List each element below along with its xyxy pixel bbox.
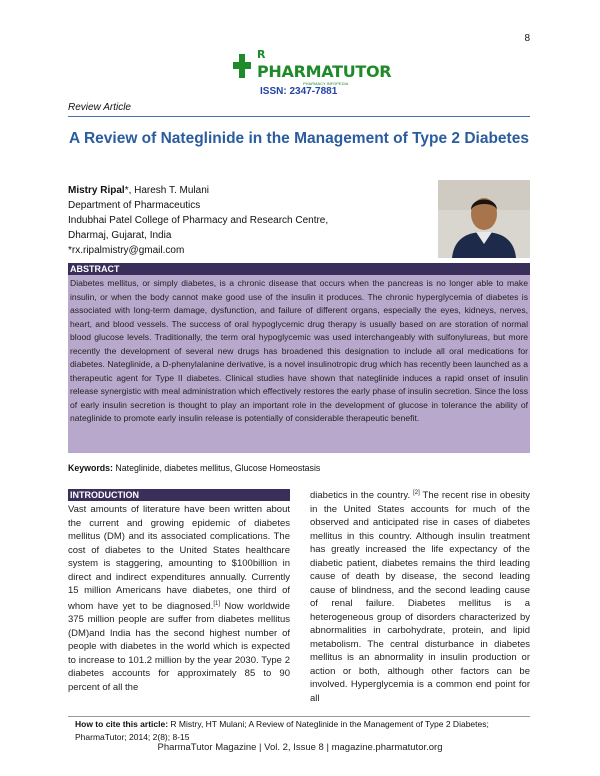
article-title: A Review of Nateglinide in the Management of Type 2 Diabetes [69,130,529,147]
affiliation-line: Department of Pharmaceutics [68,200,201,211]
coauthors: *, Haresh T. Mulani [124,185,209,196]
logo-subtitle: PHARMACY INFOPEDIA [303,81,349,86]
citation [75,718,530,744]
author-line [68,183,398,198]
reference-marker: [2] [413,490,420,496]
citation-rule [68,716,530,717]
author-photo [438,180,530,258]
abstract-text: Diabetes mellitus, or simply diabetes, is a chronic disease that occurs when the pancreas is no longer able to make insulin, or when the body cannot make good use of the insulin it produces. The chronic hyperglycemia of diabetes is associated with long-term damage, dysfunction, and failure of different organs, especially the eyes, kidneys, nerves, heart, and blood vessels. The success of oral hypoglycemic drug therapy is usually based on are storation of normal blood glucose levels. Traditionally, the term oral hypoglycemic was used interchangeably with sulfonylureas, but more recently the development of several new drugs has broadened this designation to include all oral medications for diabetes. Nateglinide, a D-phenylalanine derivative, is a novel insulinotropic drug which has recently been launched as a therapeutic agent for Type II diabetes. Clinical studies have shown that nateglinide induces a rapid onset of insulin release synergistic with meal administration which effectively restores the early phase of insulin secretion. Since the loss of early insulin secretion is thought to play an important role in the development of glucose in tolerance the ability of nateglinide to promote early insulin release is potentially of considerable therapeutic benefit. [70,278,528,423]
affiliation-line: Indubhai Patel College of Pharmacy and Research Centre, [68,215,329,226]
citation-text: R Mistry, HT Mulani; A Review of Nateglinide in the Management of Type 2 Diabetes; PharmaTutor; 2014; 2(8); 8-15 [75,719,489,742]
intro-column-left [68,503,290,694]
page-number: 8 [524,33,530,44]
author-email: *rx.ripalmistry@gmail.com [68,245,185,256]
keywords-text: Nateglinide, diabetes mellitus, Glucose Homeostasis [112,463,321,473]
reference-marker: [1] [213,600,221,607]
keywords-label: Keywords: [68,463,113,473]
affiliation-line: Dharmaj, Gujarat, India [68,230,172,241]
intro-text: Now worldwide 375 million people are suffer from diabetes mellitus (DM)and India has the second highest number of people with diabetes in the world which is expected to increase to 101.2 million by the year 2030. Type 2 diabetes accounts for approximately 85 to 90 percent of all the [68,600,290,693]
page-footer: PharmaTutor Magazine | Vol. 2, Issue 8 | magazine.pharmatutor.org [157,742,443,753]
intro-text: The recent rise in obesity in the United States accounts for much of the observed and anticipated rise in cases of diabetes mellitus in this country. Although insulin treatment has greatly increased the life expectancy of the diabetic patient, diabetes remains the third leading cause of death by disease, the second leading cause of blindness, and the second leading cause of renal failure. Diabetes mellitus is a heterogeneous group of disorders characterized by abnormalities in carbohydrate, protein, and lipid metabolism. The central disturbance in diabetes mellitus is an abnormality in insulin production or action or both, although other factors can be involved. Hyperglycemia is a common end point for all [310,490,530,704]
abstract-heading: ABSTRACT [68,263,530,275]
intro-text: Vast amounts of literature have been written about the current and growing epidemic of diabetes mellitus (DM) and its associated complications. The cost of diabetes to the United States healthcare system is staggering, amounting to $100billion in direct and indirect expenditures annually. Currently 15 million Americans have diabetes, one third of whom have yet to be diagnosed. [68,504,290,612]
person-photo-icon [438,180,530,258]
abstract-box [68,275,530,453]
header-rule [68,116,530,117]
logo-text: PHARMATUTOR [257,62,392,81]
svg-text:R: R [257,48,266,61]
keywords [68,463,320,473]
intro-text: diabetics in the country. [310,490,414,502]
intro-column-right [310,487,530,705]
issn: ISSN: 2347-7881 [260,86,338,97]
lead-author: Mistry Ripal [68,185,125,196]
article-type: Review Article [68,102,131,113]
introduction-heading: INTRODUCTION [68,489,290,501]
citation-label: How to cite this article: [75,719,169,729]
author-block [68,183,398,258]
